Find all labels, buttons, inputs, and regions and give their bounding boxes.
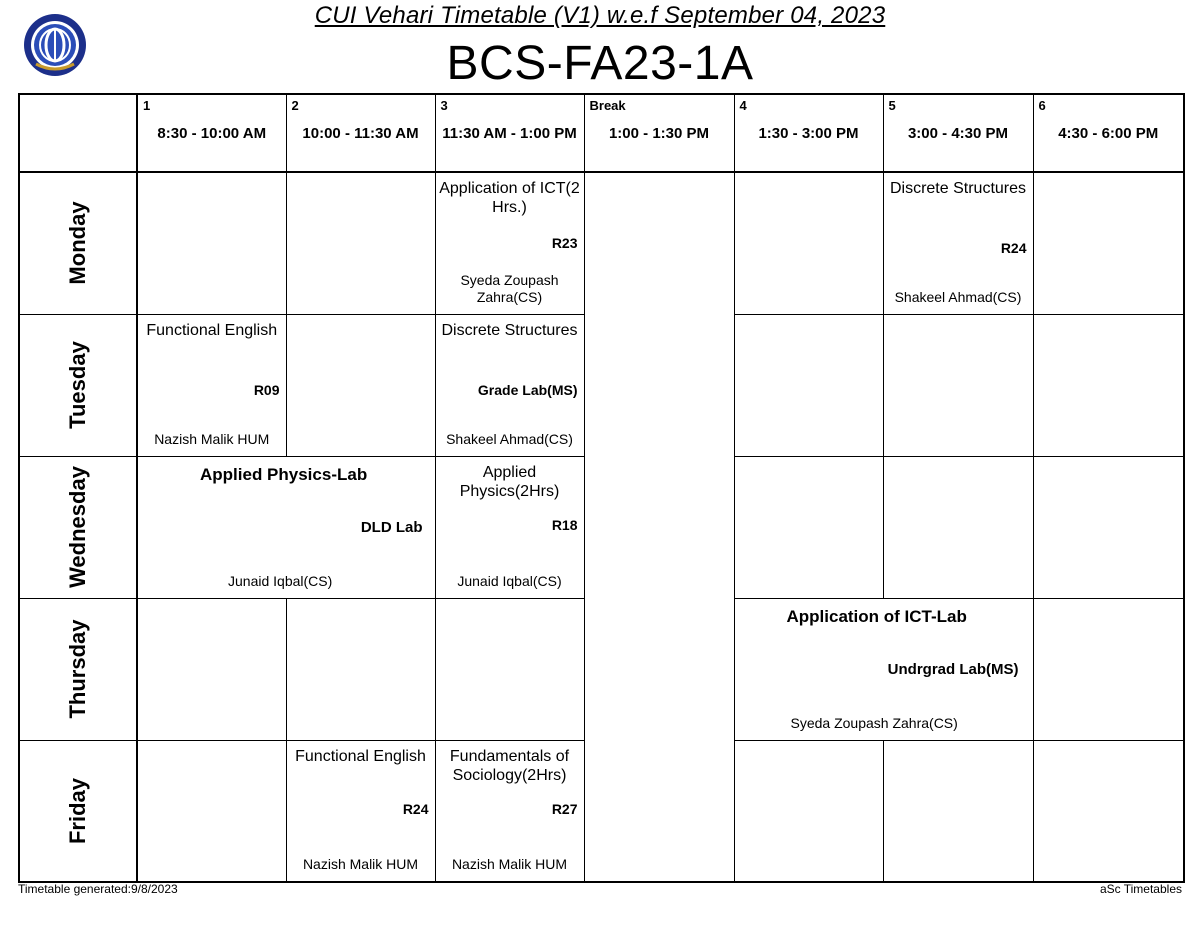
period-time: 8:30 - 10:00 AM <box>157 125 267 142</box>
empty-slot <box>734 456 883 598</box>
period-header <box>137 94 286 172</box>
subject-name: Discrete Structures <box>441 321 578 339</box>
empty-slot <box>734 740 883 882</box>
day-label: Friday <box>65 777 90 844</box>
room-name: R27 <box>551 800 578 817</box>
empty-slot <box>734 314 883 456</box>
corner-cell <box>19 94 137 172</box>
period-header <box>435 94 584 172</box>
teacher-name: Syeda Zoupash Zahra(CS) <box>790 714 958 731</box>
subject-name: Fundamentals of Sociology(2Hrs) <box>449 747 570 784</box>
room-name: R23 <box>551 235 578 251</box>
day-cell <box>19 314 137 456</box>
teacher-name: Shakeel Ahmad(CS) <box>894 288 1022 305</box>
day-label: Monday <box>65 201 90 285</box>
subject-name: Application of ICT(2 Hrs.) <box>439 180 580 216</box>
subject-name: Discrete Structures <box>889 180 1027 197</box>
teacher-name: Junaid Iqbal(CS) <box>457 572 562 589</box>
period-time: 1:00 - 1:30 PM <box>608 125 710 142</box>
class-slot[interactable] <box>435 740 584 882</box>
empty-slot <box>137 598 286 740</box>
teacher-name: Nazish Malik HUM <box>302 856 419 872</box>
empty-slot <box>286 598 435 740</box>
period-time: 3:00 - 4:30 PM <box>907 125 1009 142</box>
empty-slot <box>137 740 286 882</box>
teacher-name: Syeda Zoupash Zahra(CS) <box>460 271 559 305</box>
empty-slot <box>286 314 435 456</box>
empty-slot <box>137 172 286 314</box>
period-number: 6 <box>1038 98 1046 113</box>
class-slot[interactable] <box>137 314 286 456</box>
teacher-name: Junaid Iqbal(CS) <box>228 572 333 589</box>
period-header <box>883 94 1033 172</box>
day-label: Tuesday <box>65 341 90 429</box>
break-column <box>584 172 734 882</box>
room-name: R24 <box>402 800 429 817</box>
period-time: 10:00 - 11:30 AM <box>302 125 419 142</box>
class-slot[interactable] <box>435 314 584 456</box>
subject-name: Application of ICT-Lab <box>786 606 967 626</box>
generated-date: Timetable generated:9/8/2023 <box>18 882 178 896</box>
empty-slot <box>1033 456 1184 598</box>
period-header <box>734 94 883 172</box>
period-number: 4 <box>739 98 747 113</box>
empty-slot <box>883 740 1033 882</box>
teacher-name: Shakeel Ahmad(CS) <box>446 430 573 447</box>
class-name: BCS-FA23-1A <box>446 37 754 90</box>
period-header-row <box>19 94 1184 172</box>
empty-slot <box>435 598 584 740</box>
day-label: Thursday <box>65 619 90 719</box>
break-header <box>584 94 734 172</box>
subject-name: Applied Physics-Lab <box>200 464 368 484</box>
software-credit: aSc Timetables <box>1099 882 1182 896</box>
day-row-monday <box>19 172 1184 314</box>
day-cell <box>19 740 137 882</box>
period-number: Break <box>589 98 626 113</box>
day-cell <box>19 172 137 314</box>
period-time: 11:30 AM - 1:00 PM <box>442 125 577 142</box>
room-name: Undrgrad Lab(MS) <box>887 660 1019 678</box>
room-name: R18 <box>551 516 578 533</box>
teacher-name: Nazish Malik HUM <box>451 856 568 872</box>
empty-slot <box>883 314 1033 456</box>
class-slot[interactable] <box>286 740 435 882</box>
period-header <box>286 94 435 172</box>
timetable-title: CUI Vehari Timetable (V1) w.e.f September 04, 2023 <box>314 2 886 29</box>
period-number: 2 <box>291 98 299 113</box>
class-slot[interactable] <box>734 598 1033 740</box>
period-header <box>1033 94 1184 172</box>
empty-slot <box>1033 314 1184 456</box>
class-slot[interactable] <box>435 456 584 598</box>
period-number: 3 <box>440 98 448 113</box>
teacher-name: Nazish Malik HUM <box>154 430 270 447</box>
day-label: Wednesday <box>65 466 90 588</box>
timetable-grid <box>18 93 1185 883</box>
empty-slot <box>286 172 435 314</box>
empty-slot <box>1033 740 1184 882</box>
empty-slot <box>1033 598 1184 740</box>
room-name: R09 <box>253 381 280 398</box>
subject-name: Functional English <box>146 321 278 339</box>
subject-name: Applied Physics(2Hrs) <box>459 463 560 500</box>
empty-slot <box>883 456 1033 598</box>
period-number: 1 <box>143 98 151 113</box>
day-cell <box>19 456 137 598</box>
period-time: 1:30 - 3:00 PM <box>758 125 859 142</box>
empty-slot <box>1033 172 1184 314</box>
room-name: Grade Lab(MS) <box>477 381 578 398</box>
empty-slot <box>734 172 883 314</box>
period-time: 4:30 - 6:00 PM <box>1058 125 1159 142</box>
room-name: R24 <box>1000 240 1027 256</box>
class-slot[interactable] <box>883 172 1033 314</box>
class-slot[interactable] <box>137 456 435 598</box>
day-cell <box>19 598 137 740</box>
class-slot[interactable] <box>435 172 584 314</box>
period-number: 5 <box>888 98 896 113</box>
subject-name: Functional English <box>295 747 426 765</box>
room-name: DLD Lab <box>360 518 423 536</box>
